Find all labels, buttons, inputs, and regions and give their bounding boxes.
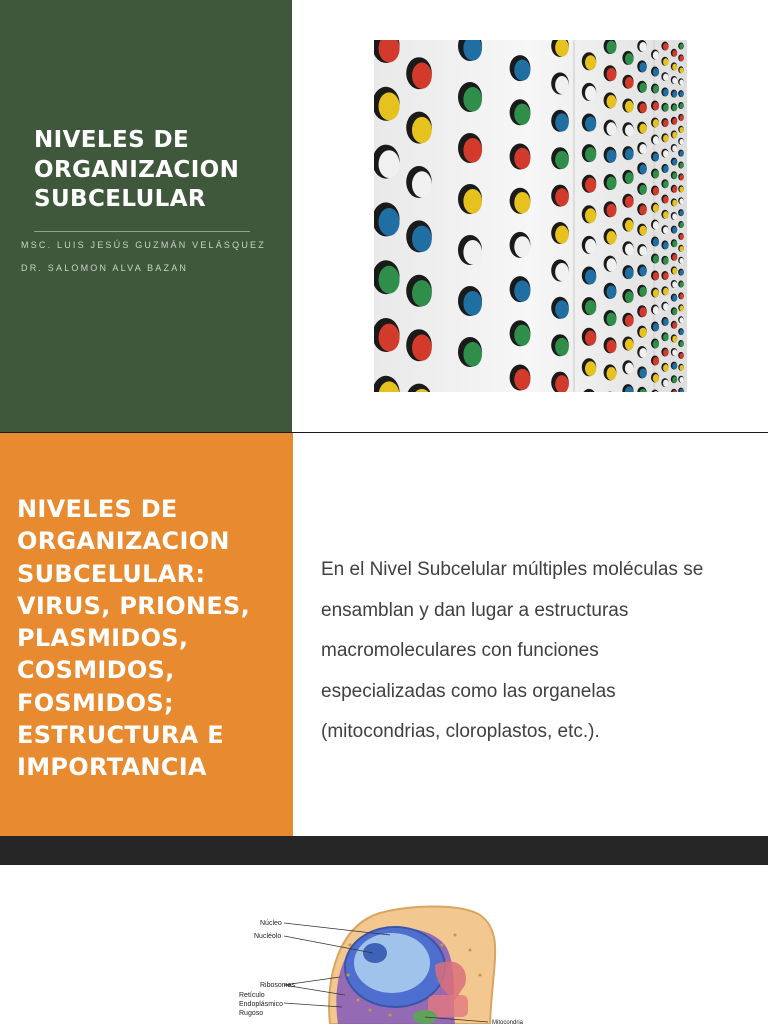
wall-hole-color — [514, 325, 530, 346]
slide-separator-bar — [0, 836, 768, 865]
wall-hole-color — [663, 104, 669, 111]
wall-hole-color — [555, 113, 569, 131]
wall-hole-color — [679, 246, 683, 252]
wall-hole-color — [672, 336, 677, 343]
wall-hole-color — [625, 172, 634, 183]
wall-hole-color — [663, 196, 669, 203]
wall-hole-color — [672, 322, 677, 329]
wall-hole-color — [672, 159, 677, 166]
wall-hole-color — [639, 368, 646, 378]
wall-hole-color — [606, 204, 616, 217]
wall-hole-color — [653, 187, 659, 195]
wall-hole-color — [653, 289, 659, 297]
wall-hole-color — [679, 115, 683, 121]
wall-hole-color — [463, 87, 482, 112]
wall-hole-color — [672, 227, 677, 234]
title-line: VIRUS, PRIONES, — [17, 591, 251, 620]
wall-hole-color — [653, 272, 659, 280]
label-endoplasmico: Endoplásmico — [239, 1001, 283, 1008]
wall-hole-color — [606, 285, 616, 298]
wall-hole-color — [412, 171, 432, 197]
wall-hole-color — [625, 125, 634, 136]
wall-hole-color — [663, 181, 669, 188]
wall-hole-color — [606, 177, 616, 190]
wall-hole-color — [653, 323, 659, 331]
wall-hole-color — [625, 244, 634, 255]
title-line: IMPORTANCIA — [17, 753, 207, 782]
wall-hole-color — [463, 138, 482, 163]
wall-hole-color — [663, 211, 669, 218]
wall-hole-color — [463, 342, 482, 367]
wall-hole-color — [679, 282, 683, 288]
wall-hole-color — [679, 234, 683, 240]
wall-hole-color — [585, 239, 596, 254]
wall-hole-color — [679, 317, 683, 323]
nucleolus — [363, 943, 387, 963]
label-reticulo: Retículo — [239, 992, 265, 999]
wall-hole-color — [412, 62, 432, 88]
label-rugoso: Rugoso — [239, 1010, 264, 1017]
wall-hole-color — [663, 227, 669, 234]
wall-hole-color — [653, 119, 659, 127]
wall-hole-color — [625, 267, 634, 278]
wall-hole-color — [672, 105, 677, 112]
wall-hole-color — [606, 367, 616, 380]
slide-2-title — [17, 493, 287, 784]
wall-hole-color — [653, 68, 659, 76]
wall-hole-color — [555, 226, 569, 244]
wall-hole-color — [639, 266, 646, 276]
wall-hole-color — [679, 175, 683, 181]
wall-hole-color — [679, 91, 683, 97]
title-line: NIVELES DE — [17, 495, 178, 523]
wall-hole-color — [679, 258, 683, 264]
wall-hole-color — [653, 255, 659, 263]
title-panel — [0, 0, 292, 432]
slide-2 — [0, 433, 768, 836]
wall-hole-color — [663, 257, 669, 264]
wall-hole-color — [639, 205, 646, 215]
wall-hole-color — [679, 329, 683, 335]
wall-hole-color — [663, 334, 669, 341]
wall-hole-color — [672, 186, 677, 193]
wall-hole-color — [625, 291, 634, 302]
body-line: macromoleculares con funciones — [321, 640, 599, 662]
wall-hole-color — [639, 124, 646, 134]
wall-hole-color — [653, 204, 659, 212]
wall-hole-color — [663, 58, 669, 65]
wall-hole-color — [606, 95, 616, 108]
wall-hole-color — [412, 117, 432, 143]
title-line: PLASMIDOS, — [17, 624, 189, 653]
wall-hole-color — [625, 101, 634, 112]
author-2: DR. SALOMON ALVA BAZAN — [21, 263, 189, 273]
wall-hole-color — [672, 377, 677, 384]
wall-hole-color — [379, 324, 400, 352]
wall-hole-color — [585, 147, 596, 162]
wall-hole-color — [379, 150, 400, 178]
wall-hole-color — [555, 338, 569, 356]
title-divider — [34, 231, 250, 232]
wall-hole-color — [625, 77, 634, 88]
wall-hole-color — [679, 186, 683, 192]
wall-hole-color — [585, 331, 596, 346]
wall-hole-color — [514, 280, 530, 301]
body-line: ensamblan y dan lugar a estructuras — [321, 599, 629, 621]
wall-hole-color — [639, 83, 646, 93]
wall-hole-color — [679, 163, 683, 169]
wall-hole-color — [639, 348, 646, 358]
wall-hole-color — [663, 364, 669, 371]
wall-hole-color — [663, 303, 669, 310]
wall-hole-color — [625, 53, 634, 64]
wall-hole-color — [679, 198, 683, 204]
wall-hole-color — [679, 305, 683, 311]
cell-diagram — [230, 905, 540, 1024]
wall-hole-color — [639, 103, 646, 113]
wall-hole-color — [672, 241, 677, 248]
wall-hole-color — [679, 127, 683, 133]
wall-hole-color — [625, 315, 634, 326]
wall-hole-color — [672, 132, 677, 139]
wall-hole-color — [672, 349, 677, 356]
wall-hole-color — [585, 55, 596, 70]
wall-hole-color — [672, 281, 677, 288]
title-line: ESTRUCTURA E — [17, 721, 224, 750]
label-ribosomas: Ribosomas — [260, 982, 296, 989]
wall-hole-color — [653, 102, 659, 110]
wall-hole-color — [514, 236, 530, 257]
wall-hole-color — [663, 318, 669, 325]
title-line: NIVELES DE — [34, 127, 190, 153]
wall-hole-color — [672, 363, 677, 370]
wall-hole-color — [639, 287, 646, 297]
wall-hole-color — [653, 136, 659, 144]
body-line: (mitocondrias, cloroplastos, etc.). — [321, 721, 600, 743]
wall-hole-color — [606, 313, 616, 326]
wall-hole-color — [663, 272, 669, 279]
wall-hole-color — [653, 170, 659, 178]
wall-hole-color — [679, 377, 683, 383]
wall-hole-color — [679, 210, 683, 216]
wall-hole-color — [653, 374, 659, 382]
label-mitocondria: Mitocondria — [492, 1020, 524, 1024]
wall-hole-color — [606, 41, 616, 54]
wall-hole-color — [663, 43, 669, 50]
wall-hole-color — [463, 189, 482, 214]
wall-hole-color — [463, 240, 482, 265]
wall-hole-color — [679, 56, 683, 62]
wall-hole-color — [555, 151, 569, 169]
wall-hole-color — [379, 266, 400, 294]
author-1: MSC. LUIS JESÚS GUZMÁN VELÁSQUEZ — [21, 240, 266, 250]
wall-hole-color — [412, 226, 432, 252]
wall-hole-color — [653, 51, 659, 59]
slide-1-title — [34, 126, 274, 215]
wall-hole-color — [663, 89, 669, 96]
wall-hole-color — [679, 79, 683, 85]
wall-hole-color — [679, 44, 683, 50]
wall-hole-color — [672, 50, 677, 57]
wall-hole-color — [672, 64, 677, 71]
title-line: SUBCELULAR — [34, 186, 207, 212]
wall-hole-color — [514, 369, 530, 390]
body-line: En el Nivel Subcelular múltiples moléculas se — [321, 559, 704, 580]
wall-hole-color — [625, 148, 634, 159]
wall-hole-color — [606, 340, 616, 353]
wall-hole-color — [639, 226, 646, 236]
slide-2-body — [321, 550, 751, 753]
title-line: FOSMIDOS; — [17, 688, 174, 717]
wall-hole-color — [679, 222, 683, 228]
wall-hole-color — [639, 185, 646, 195]
wall-hole-color — [653, 357, 659, 365]
wall-hole-color — [555, 263, 569, 281]
title-line: SUBCELULAR: — [17, 559, 206, 588]
wall-hole-color — [672, 118, 677, 125]
wall-hole-color — [639, 42, 646, 52]
wall-hole-color — [555, 188, 569, 206]
wall-hole-color — [625, 363, 634, 374]
wall-hole-color — [679, 270, 683, 276]
wall-hole-color — [679, 341, 683, 347]
wall-hole-color — [585, 300, 596, 315]
wall-hole-color — [672, 254, 677, 261]
wall-hole-color — [639, 328, 646, 338]
wall-hole-color — [663, 119, 669, 126]
title-line: COSMIDOS, — [17, 656, 175, 685]
wall-hole-color — [585, 86, 596, 101]
wall-hole-color — [679, 294, 683, 300]
wall-hole-color — [679, 139, 683, 145]
wall-hole-color — [555, 300, 569, 318]
wall-hole-color — [514, 59, 530, 80]
wall-hole-color — [679, 103, 683, 109]
wall-hole-color — [585, 116, 596, 131]
wall-hole-color — [585, 208, 596, 223]
wall-hole-color — [663, 349, 669, 356]
title-line: ORGANIZACION — [34, 156, 240, 183]
wall-hole-color — [585, 361, 596, 376]
wall-hole-color — [585, 178, 596, 193]
wall-hole-color — [679, 67, 683, 73]
wall-hole-color — [585, 269, 596, 284]
wall-hole-color — [606, 122, 616, 135]
wall-hole-color — [672, 77, 677, 84]
label-nucleo: Núcleo — [260, 920, 282, 927]
perforated-wall-photo — [374, 40, 687, 392]
wall-hole-color — [412, 280, 432, 306]
slide-1 — [0, 0, 768, 432]
wall-hole-color — [625, 196, 634, 207]
wall-hole-color — [663, 288, 669, 295]
wall-hole-color — [663, 380, 669, 387]
slide-3 — [0, 865, 768, 1024]
wall-hole-color — [679, 365, 683, 371]
wall-hole-color — [379, 208, 400, 236]
wall-hole-color — [625, 339, 634, 350]
wall-hole-color — [672, 295, 677, 302]
wall-hole-color — [679, 353, 683, 359]
wall-hole-color — [672, 200, 677, 207]
wall-hole-color — [663, 165, 669, 172]
wall-hole-color — [606, 258, 616, 271]
wall-hole-color — [663, 74, 669, 81]
wall-hole-color — [653, 153, 659, 161]
wall-hole-color — [663, 150, 669, 157]
orange-title-panel — [0, 433, 293, 836]
wall-hole-color — [555, 76, 569, 94]
wall-hole-color — [672, 145, 677, 152]
wall-hole-color — [625, 220, 634, 231]
wall-hole-color — [639, 144, 646, 154]
label-nucleolo: Nucléolo — [254, 933, 282, 940]
wall-hole-color — [606, 68, 616, 81]
wall-hole-color — [672, 91, 677, 98]
wall-hole-color — [653, 340, 659, 348]
wall-hole-color — [639, 246, 646, 256]
wall-hole-color — [514, 148, 530, 169]
wall-hole-color — [514, 192, 530, 213]
wall-hole-color — [672, 213, 677, 220]
wall-hole-color — [379, 92, 400, 120]
wall-hole-color — [679, 151, 683, 157]
body-line: especializadas como las organelas — [321, 680, 616, 702]
wall-hole-color — [639, 307, 646, 317]
wall-hole-color — [663, 135, 669, 142]
wall-hole-color — [639, 62, 646, 72]
wall-hole-color — [672, 268, 677, 275]
wall-hole-color — [639, 164, 646, 174]
wall-hole-color — [653, 85, 659, 93]
title-line: ORGANIZACION — [17, 527, 230, 556]
wall-hole-color — [653, 306, 659, 314]
wall-hole-color — [653, 221, 659, 229]
wall-hole-color — [463, 291, 482, 316]
wall-hole-color — [514, 104, 530, 125]
wall-hole-color — [663, 242, 669, 249]
wall-hole-color — [672, 309, 677, 316]
wall-hole-color — [653, 238, 659, 246]
wall-hole-color — [672, 173, 677, 180]
wall-hole-color — [606, 149, 616, 162]
wall-hole-color — [606, 231, 616, 244]
wall-hole-color — [412, 334, 432, 360]
